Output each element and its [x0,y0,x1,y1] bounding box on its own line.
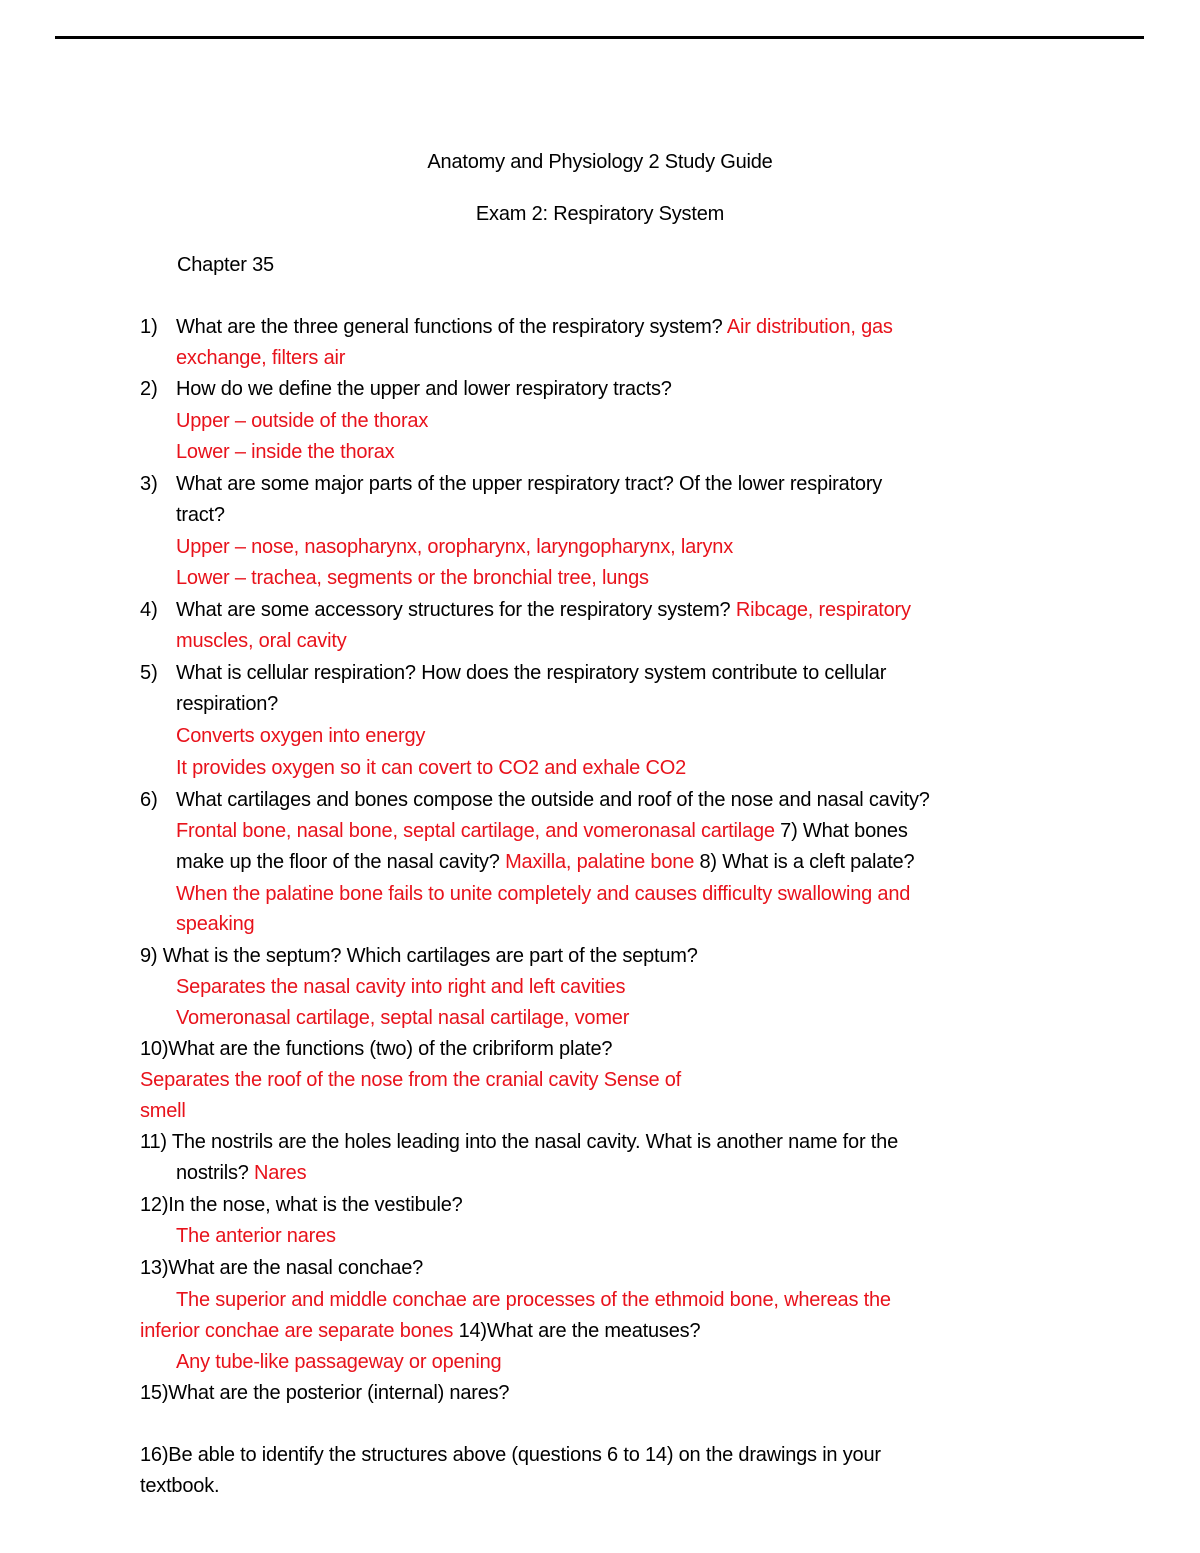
q9-question: 9) What is the septum? Which cartilages are part of the septum? [140,945,698,967]
q2-answer-lower: Lower – inside the thorax [176,441,395,463]
q5-number: 5) [140,662,158,684]
q3-answer-lower: Lower – trachea, segments or the bronchial tree, lungs [176,567,649,589]
document-title: Anatomy and Physiology 2 Study Guide [427,151,773,173]
q16-question-line1: 16)Be able to identify the structures above (questions 6 to 14) on the drawings in your [140,1444,881,1466]
q1-answer-part2: exchange, filters air [176,347,346,369]
q13-answer-line2: inferior conchae are separate bones [140,1320,454,1342]
q10-answer-line2: smell [140,1100,186,1122]
q14-question: 14)What are the meatuses? [458,1320,701,1342]
q11-line2 [176,1159,306,1187]
q14-answer: Any tube-like passageway or opening [176,1351,502,1373]
q6-question: What cartilages and bones compose the outside and roof of the nose and nasal cavity? [176,789,930,811]
q2-answer-upper: Upper – outside of the thorax [176,410,429,432]
q5-question-line2: respiration? [176,693,279,715]
q8-answer-line2: speaking [176,913,255,935]
q4-answer-part1: Ribcage, respiratory [735,599,911,621]
q16-question-line2: textbook. [140,1475,220,1497]
q5-answer-line1: Converts oxygen into energy [176,725,426,747]
q13-question: 13)What are the nasal conchae? [140,1257,424,1279]
q6-number: 6) [140,789,158,811]
q3-answer-upper: Upper – nose, nasopharynx, oropharynx, laryngopharynx, larynx [176,536,734,558]
exam-subtitle: Exam 2: Respiratory System [475,203,725,225]
q13-q14-line [140,1317,700,1345]
q8-answer-line1: When the palatine bone fails to unite completely and causes difficulty swallowing and [176,883,911,905]
q1-question: What are the three general functions of the respiratory system? [176,316,723,338]
q1-number: 1) [140,316,158,338]
q7-question-start: 7) What bones [780,820,908,842]
q1-line [176,313,893,341]
q5-question-line1: What is cellular respiration? How does the respiratory system contribute to cellular [176,662,887,684]
q9-answer-line2: Vomeronasal cartilage, septal nasal cartilage, vomer [176,1007,630,1029]
q6-q7-line [176,817,908,845]
q7-question-end: make up the floor of the nasal cavity? [176,851,500,873]
q2-number: 2) [140,378,158,400]
q8-question: 8) What is a cleft palate? [699,851,915,873]
q3-question-line1: What are some major parts of the upper respiratory tract? Of the lower respiratory [176,473,883,495]
q11-answer: Nares [254,1162,307,1184]
q3-number: 3) [140,473,158,495]
q13-answer-line1: The superior and middle conchae are processes of the ethmoid bone, whereas the [176,1289,891,1311]
q4-line [176,596,911,624]
q11-question-line2: nostrils? [176,1162,249,1184]
q15-question: 15)What are the posterior (internal) nares? [140,1382,510,1404]
q10-answer-line1: Separates the roof of the nose from the cranial cavity Sense of [140,1069,682,1091]
q12-answer: The anterior nares [176,1225,336,1247]
q3-question-line2: tract? [176,504,225,526]
q4-answer-part2: muscles, oral cavity [176,630,347,652]
q2-question: How do we define the upper and lower respiratory tracts? [176,378,672,400]
q12-question: 12)In the nose, what is the vestibule? [140,1194,463,1216]
top-rule [55,36,1144,39]
q1-answer-part1: Air distribution, gas [726,316,893,338]
q4-number: 4) [140,599,158,621]
chapter-heading: Chapter 35 [177,254,274,276]
q4-question: What are some accessory structures for the respiratory system? [176,599,731,621]
q11-question-line1: 11) The nostrils are the holes leading into the nasal cavity. What is another name for the [140,1131,898,1153]
q9-answer-line1: Separates the nasal cavity into right and left cavities [176,976,626,998]
q6-answer: Frontal bone, nasal bone, septal cartilage, and vomeronasal cartilage [176,820,775,842]
q7-answer: Maxilla, palatine bone [505,851,695,873]
q5-answer-line2: It provides oxygen so it can covert to CO2 and exhale CO2 [176,757,686,779]
q10-question: 10)What are the functions (two) of the cribriform plate? [140,1038,613,1060]
q7-q8-line [176,848,914,876]
